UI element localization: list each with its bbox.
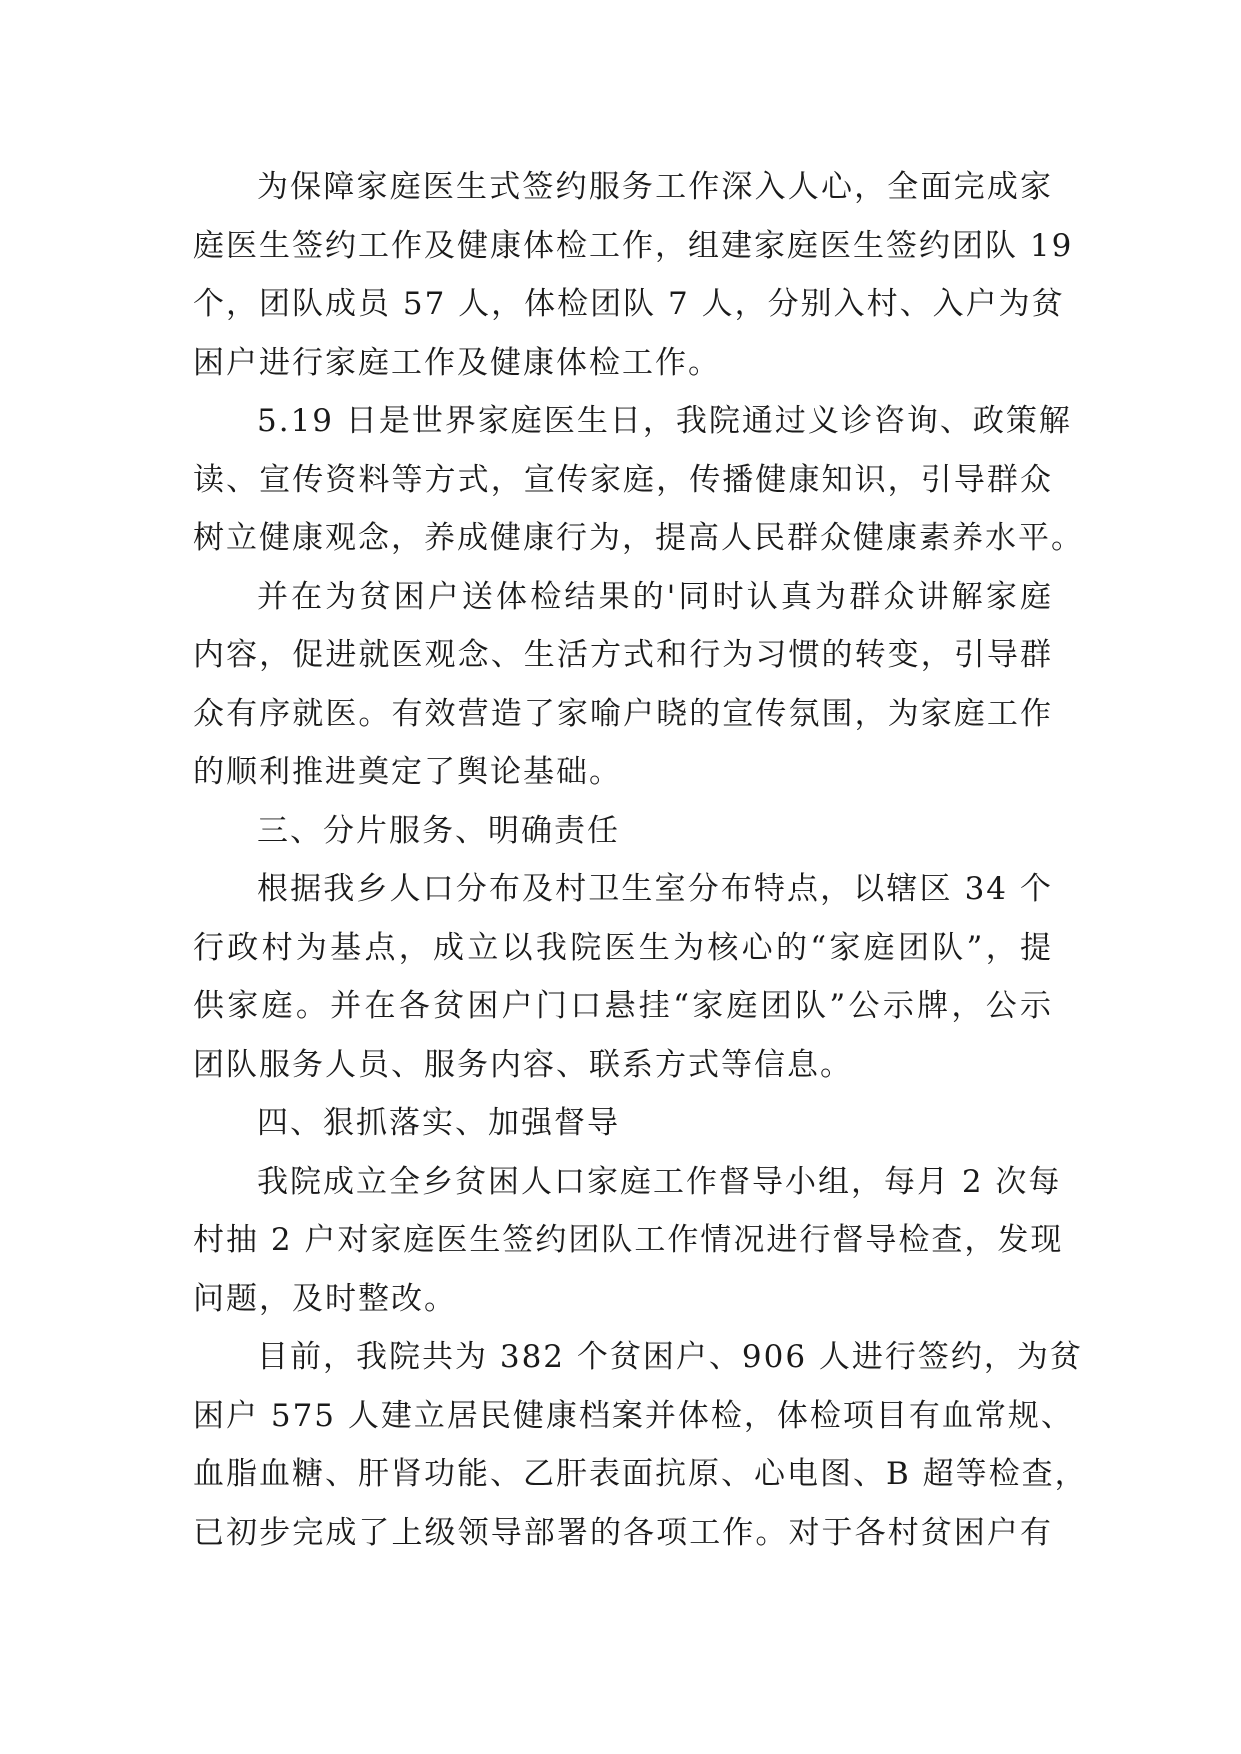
paragraph-line: 读、宣传资料等方式，宣传家庭，传播健康知识，引导群众 bbox=[193, 461, 1053, 498]
paragraph-signing-teams bbox=[193, 158, 1074, 392]
paragraph-line: 村抽 2 户对家庭医生签约团队工作情况进行督导检查，发现 bbox=[193, 1222, 1064, 1258]
paragraph-line: 困户 575 人建立居民健康档案并体检，体检项目有血常规、 bbox=[193, 1397, 1074, 1434]
paragraph-line: 困户进行家庭工作及健康体检工作。 bbox=[193, 344, 721, 381]
paragraph-current-results bbox=[193, 1328, 1088, 1562]
paragraph-line: 目前，我院共为 382 个贫困户、906 人进行签约，为贫 bbox=[257, 1339, 1083, 1375]
section-heading-three bbox=[193, 802, 1053, 861]
paragraph-line: 并在为贫困户送体检结果的'同时认真为群众讲解家庭 bbox=[257, 578, 1053, 615]
paragraph-line: 众有序就医。有效营造了家喻户晓的宣传氛围，为家庭工作 bbox=[193, 695, 1053, 732]
paragraph-line: 供家庭。并在各贫困户门口悬挂“家庭团队”公示牌，公示 bbox=[193, 988, 1053, 1024]
section-heading-four bbox=[193, 1094, 1053, 1153]
paragraph-health-education bbox=[193, 568, 1053, 802]
paragraph-line: 5.19 日是世界家庭医生日，我院通过义诊咨询、政策解 bbox=[257, 403, 1072, 439]
paragraph-village-teams bbox=[193, 860, 1053, 1094]
paragraph-line: 根据我乡人口分布及村卫生室分布特点，以辖区 34 个 bbox=[257, 871, 1053, 907]
paragraph-supervision bbox=[193, 1153, 1064, 1329]
section-heading-line: 四、狠抓落实、加强督导 bbox=[257, 1105, 620, 1141]
paragraph-line: 内容，促进就医观念、生活方式和行为习惯的转变，引导群 bbox=[193, 637, 1053, 673]
paragraph-line: 行政村为基点，成立以我院医生为核心的“家庭团队”，提 bbox=[193, 929, 1053, 966]
paragraph-line: 血脂血糖、肝肾功能、乙肝表面抗原、心电图、B 超等检查， bbox=[193, 1456, 1088, 1492]
document-body bbox=[193, 158, 1088, 1562]
paragraph-line: 已初步完成了上级领导部署的各项工作。对于各村贫困户有 bbox=[193, 1514, 1053, 1551]
paragraph-line: 的顺利推进奠定了舆论基础。 bbox=[193, 754, 622, 790]
paragraph-line: 树立健康观念，养成健康行为，提高人民群众健康素养水平。 bbox=[193, 520, 1084, 556]
paragraph-line: 庭医生签约工作及健康体检工作，组建家庭医生签约团队 19 bbox=[193, 227, 1074, 264]
paragraph-family-doctor-day bbox=[193, 392, 1084, 568]
paragraph-line: 问题，及时整改。 bbox=[193, 1280, 457, 1317]
paragraph-line: 为保障家庭医生式签约服务工作深入人心，全面完成家 bbox=[257, 169, 1053, 205]
paragraph-line: 我院成立全乡贫困人口家庭工作督导小组，每月 2 次每 bbox=[257, 1163, 1062, 1200]
paragraph-line: 团队服务人员、服务内容、联系方式等信息。 bbox=[193, 1046, 853, 1083]
section-heading-line: 三、分片服务、明确责任 bbox=[257, 812, 620, 849]
paragraph-line: 个，团队成员 57 人，体检团队 7 人，分别入村、入户为贫 bbox=[193, 286, 1065, 322]
